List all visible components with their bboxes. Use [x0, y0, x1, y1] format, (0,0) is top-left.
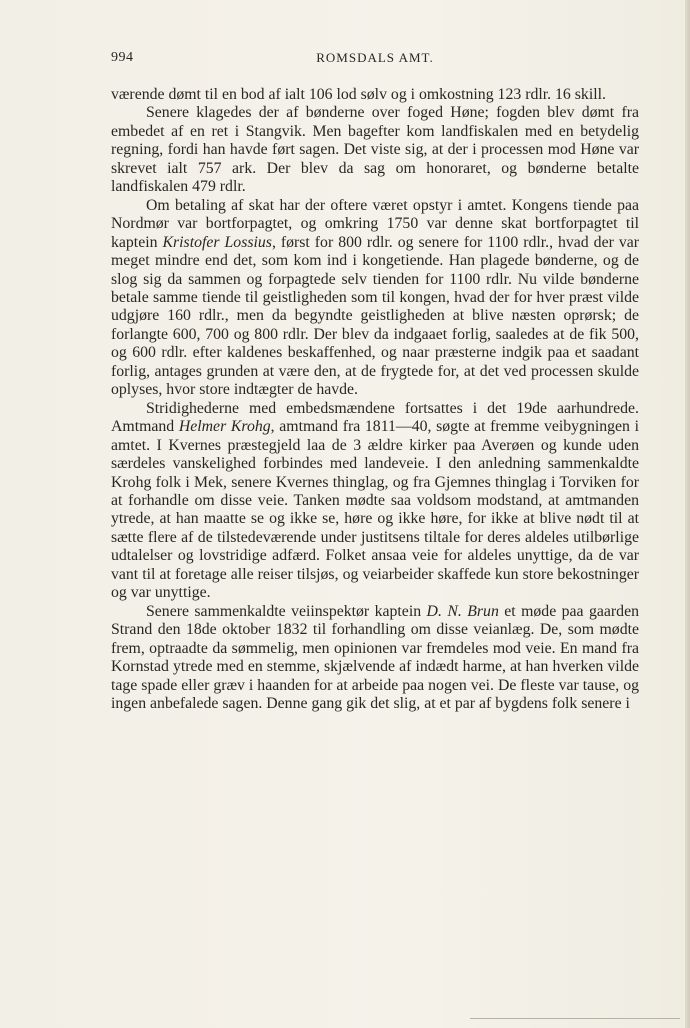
page-edge: [685, 0, 690, 1028]
text-segment: værende dømt til en bod af ialt 106 lod sølv og i omkostning 123 rdlr. 16 skill.: [111, 86, 606, 103]
text-segment: , først for 800 rdlr. og senere for 1100 rdlr., hvad der var meget mindre end det, som kom ind i kongetiende. Han plagede bønderne, og de slog sig da sammen og forpagtede selv tienden for 1100 rdlr. Nu vilde bønderne betale samme tiende til geistligheden som til kongen, hvad der for hver præst vilde udgjøre 160 rdlr., men da begyndte geistligheden at blive næsten oprørsk; de forlangte 600, 700 og 800 rdlr. Der blev da indgaaet forlig, saaledes at de fik 500, og 600 rdlr. efter kaldenes beskaffenhed, og naar præsterne indgik paa et saadant forlig, antages grunden at være den, at de frygtede for, at det ved processen skulde oplyses, hvor store indtægter de havde.: [111, 233, 640, 399]
italic-name: Helmer Krohg: [178, 418, 271, 436]
text-segment: et møde paa gaarden Strand den 18de oktober 1832 til forhandling om disse veianlæg. De, som mødte frem, optraadte da sømmelig, men opinionen var fremdeles mod veie. En mand fra Kornstad ytrede med en stemme, skjælvende af indædt harme, at han hverken vilde tage spade eller græv i haanden for at arbeide paa nogen vei. De fleste var tause, og ingen anbefalede sagen. Denne gang gik det slig, at et par af bygdens folk senere i: [111, 602, 639, 712]
italic-name: Kristofer Lossius: [162, 233, 272, 251]
text-segment: , amtmand fra 1811—40, søgte at fremme veibygningen i amtet. I Kvernes præstegjeld laa de 3 ældre kirker paa Averøen og kunde uden særdeles vanskelighed forbindes med landeveie. I den anledning sammenkaldte Krohg folk i Mek, senere Kvernes thinglag, og fra Gjemnes thinglag i Torviken for at forhandle om disse veie. Tanken mødte saa voldsom modstand, at amtmanden ytrede, at han maatte se og ikke se, høre og ikke høre, for ikke at blive nødt til at sætte flere af de tilstedeværende under justitsens tiltale for deres aldeles utilbørlige udtalelser og lovstridige adfærd. Folket ansaa veie for aldeles unyttige, da de var vant til at foretage alle reiser tilsjøs, og veiarbeider skaffede kun store bekostninger og var unyttige.: [111, 418, 639, 602]
paragraph: [111, 104, 639, 196]
bottom-rule: [470, 1018, 680, 1019]
paragraph: [111, 400, 639, 603]
paragraph: [111, 197, 639, 400]
running-title: ROMSDALS AMT.: [316, 50, 434, 65]
text-segment: Senere sammenkaldte veiinspektør kaptein: [146, 602, 427, 620]
text-segment: Om betaling af skat har der oftere været opstyr i amtet. Kongens tiende paa Nordmør var bortforpagtet, og omkring 1750 var denne skat bortforpagtet til kaptein: [111, 196, 639, 251]
paragraph: [111, 603, 639, 714]
text-segment: Stridighederne med embedsmændene fortsattes i det 19de aarhundrede. Amtmand: [111, 399, 639, 436]
page-number: 994: [111, 50, 134, 65]
page-header: [111, 50, 639, 70]
text-segment: Senere klagedes der af bønderne over foged Høne; fogden blev dømt fra embedet af en ret i Stangvik. Men bagefter kom landfiskalen med en betydelig regning, fordi han havde ført sagen. Det viste sig, at der i processen mod Høne var skrevet ialt 757 ark. Der blev da sag om honoraret, og bønderne betalte landfiskalen 479 rdlr.: [111, 104, 639, 196]
italic-name: D. N. Brun: [426, 602, 499, 620]
body-text: [111, 86, 639, 713]
paragraph: [111, 86, 639, 104]
